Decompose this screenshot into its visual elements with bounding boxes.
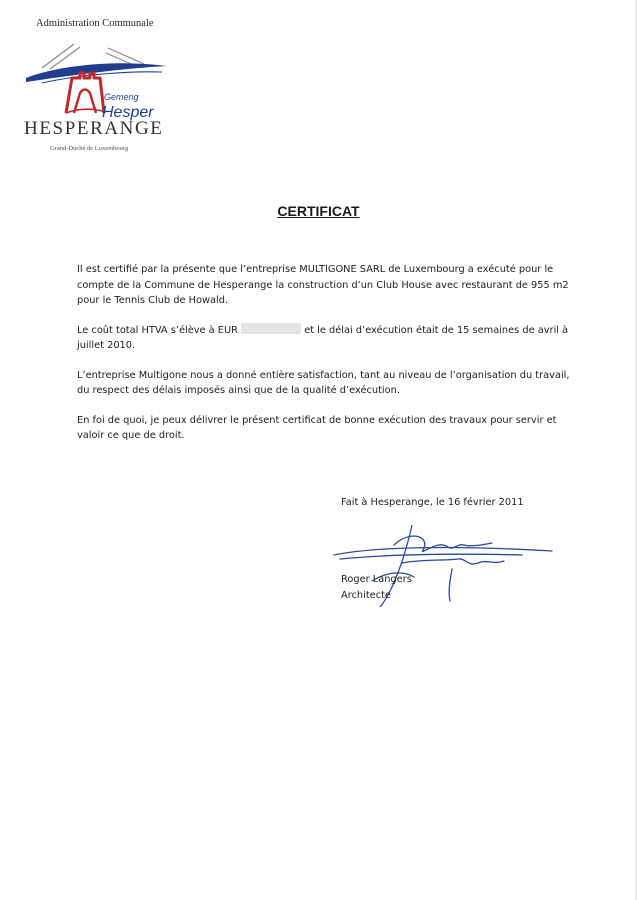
hesperange-logo-icon xyxy=(22,38,172,128)
country-line: Grand-Duché de Luxembourg xyxy=(50,145,129,152)
cost-text-before: Le coût total HTVA s’élève à EUR xyxy=(77,324,238,336)
signer-role: Architecte xyxy=(341,590,391,601)
cost-text-after: et le délai d’exécution était de 15 semaines de avril à juillet 2010. xyxy=(77,324,569,351)
paragraph-2 xyxy=(77,323,579,354)
admin-line: Administration Communale xyxy=(36,18,154,29)
document-body xyxy=(77,262,579,458)
logo-line-gemeng: Gemeng xyxy=(104,92,139,102)
paragraph-1: Il est certifié par la présente que l’entreprise MULTIGONE SARL de Luxembourg a exécuté pour le compte de la Commune de Hesperange la construction d’un Club House avec restaurant de 955 m2 pour le Tennis Club de Howald. xyxy=(77,264,569,306)
paragraph-3: L’entreprise Multigone nous a donné entière satisfaction, tant au niveau de l’organisation du travail, du respect des délais imposés ainsi que de la qualité d’exécution. xyxy=(77,369,570,396)
paragraph-4: En foi de quoi, je peux délivrer le présent certificat de bonne exécution des travaux pour servir et valoir ce que de droit. xyxy=(77,414,557,441)
town-name: HESPERANGE xyxy=(24,118,164,139)
logo-line-hesper: Hesper xyxy=(102,104,154,121)
place-date: Fait à Hesperange, le 16 février 2011 xyxy=(341,497,524,508)
redacted-amount xyxy=(241,323,301,334)
signer-name: Roger Langers xyxy=(341,574,412,585)
document-title: CERTIFICAT xyxy=(277,203,360,219)
